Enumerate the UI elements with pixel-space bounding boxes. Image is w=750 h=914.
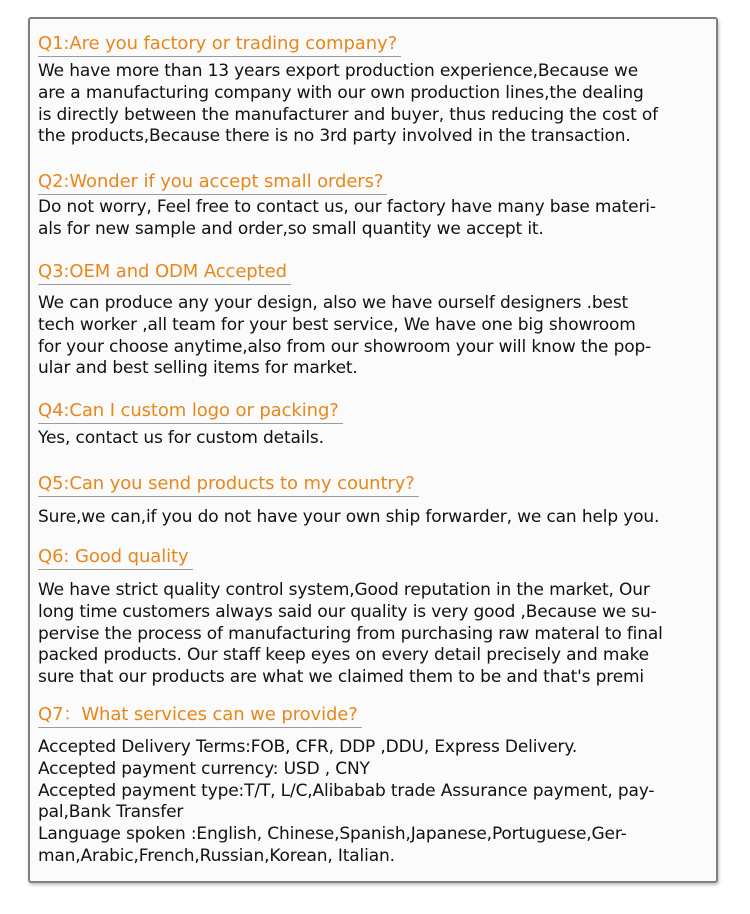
faq-item-2 — [38, 170, 718, 241]
faq-item-7 — [38, 703, 718, 868]
answer-line: man,Arabic,French,Russian,Korean, Italian. — [38, 845, 395, 866]
answer-line: We have more than 13 years export production experience,Because we — [38, 61, 639, 81]
answer-line: pal,Bank Transfer — [38, 802, 184, 823]
answer-line: is directly between the manufacturer and buyer, thus reducing the cost of — [38, 104, 659, 125]
answer-line: Accepted Delivery Terms:FOB, CFR, DDP ,DDU, Express Delivery. — [38, 737, 578, 757]
faq-item-3 — [38, 260, 718, 380]
faq-answer — [38, 737, 718, 868]
faq-question: Q1:Are you factory or trading company? — [38, 32, 401, 57]
faq-question: Q3:OEM and ODM Accepted — [38, 260, 291, 285]
faq-answer — [38, 293, 718, 380]
answer-line: sure that our products are what we claimed them to be and that's premi — [38, 667, 644, 688]
answer-line: for your choose anytime,also from our showroom your will know the pop- — [38, 336, 652, 357]
faq-question: Q6: Good quality — [38, 545, 193, 570]
answer-line: the products,Because there is no 3rd party involved in the transaction. — [38, 126, 631, 147]
answer-line: packed products. Our staff keep eyes on every detail precisely and make — [38, 645, 649, 666]
faq-question: Q5:Can you send products to my country? — [38, 472, 419, 497]
faq-question: Q4:Can I custom logo or packing? — [38, 399, 343, 424]
faq-item-4 — [38, 399, 718, 450]
answer-line: ular and best selling items for market. — [38, 358, 358, 379]
faq-item-6 — [38, 545, 718, 689]
faq-answer — [38, 580, 718, 689]
answer-line: are a manufacturing company with our own production lines,the dealing — [38, 82, 644, 103]
answer-line: We can produce any your design, also we have ourself designers .best — [38, 293, 629, 313]
faq-answer — [38, 197, 718, 241]
faq-answer — [38, 428, 718, 450]
answer-line: pervise the process of manufacturing from purchasing raw materal to final — [38, 623, 663, 644]
faq-question: Q2:Wonder if you accept small orders? — [38, 170, 387, 195]
answer-line: Sure,we can,if you do not have your own ship forwarder, we can help you. — [38, 507, 660, 527]
answer-line: Yes, contact us for custom details. — [38, 428, 324, 448]
answer-line: Do not worry, Feel free to contact us, our factory have many base materi- — [38, 197, 656, 217]
answer-line: long time customers always said our quality is very good ,Because we su- — [38, 601, 657, 622]
answer-line: tech worker ,all team for your best service, We have one big showroom — [38, 314, 636, 335]
faq-item-5 — [38, 472, 718, 529]
answer-line: We have strict quality control system,Good reputation in the market, Our — [38, 580, 650, 600]
faq-answer — [38, 507, 718, 529]
faq-answer — [38, 61, 718, 148]
answer-line: Accepted payment currency: USD , CNY — [38, 758, 370, 779]
answer-line: Accepted payment type:T/T, L/C,Alibabab trade Assurance payment, pay- — [38, 780, 655, 801]
faq-question: Q7：What services can we provide? — [38, 703, 362, 728]
faq-item-1 — [38, 32, 718, 148]
answer-line: Language spoken :English, Chinese,Spanish,Japanese,Portuguese,Ger- — [38, 824, 627, 845]
answer-line: als for new sample and order,so small quantity we accept it. — [38, 218, 544, 239]
